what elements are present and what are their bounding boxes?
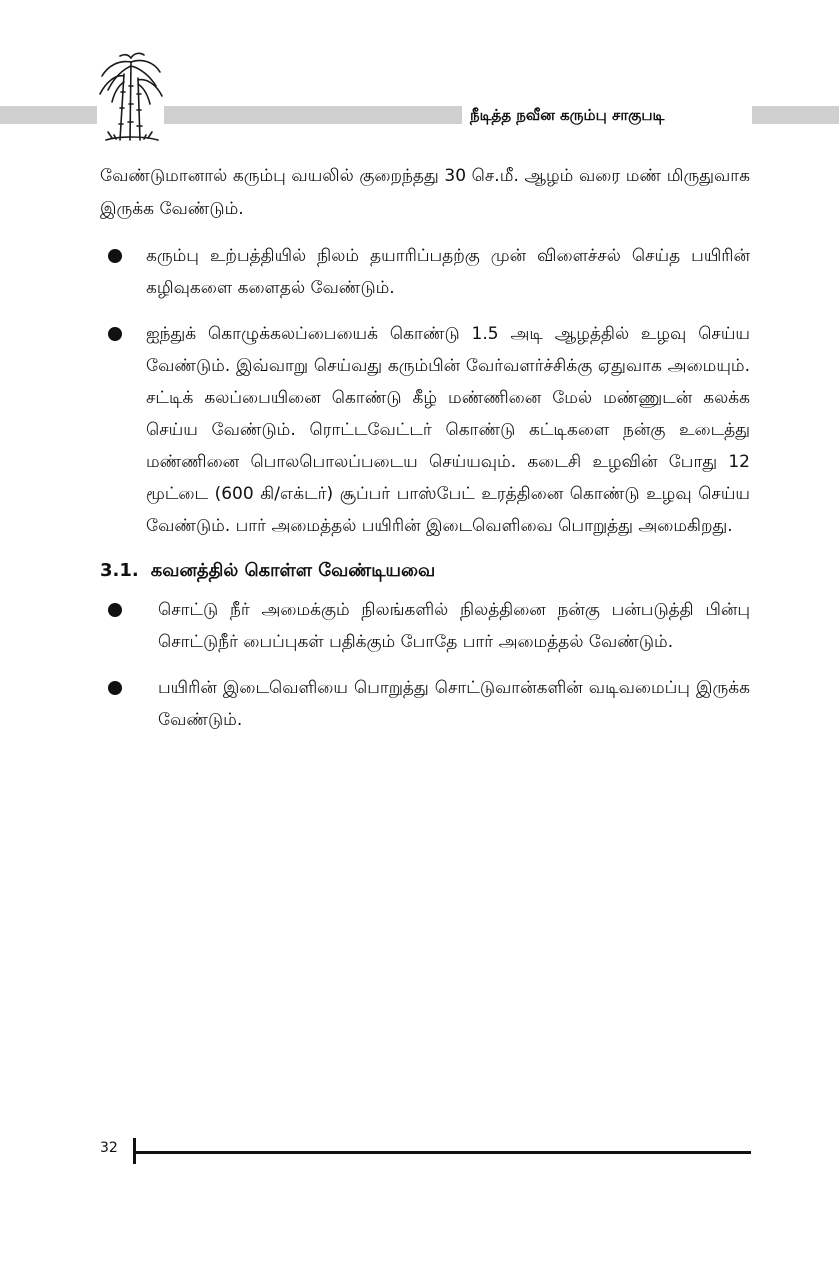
header-bar-left	[0, 106, 97, 124]
bullet-text: பயிரின் இடைவெளியை பொறுத்து சொட்டுவான்களின் வடிவமைப்பு இருக்க வேண்டும்.	[158, 678, 750, 730]
footer-rule	[133, 1151, 751, 1154]
page-content	[100, 160, 750, 750]
bullet-dot-icon	[108, 327, 122, 341]
bullet-list	[100, 240, 750, 542]
section-heading	[100, 556, 750, 586]
intro-paragraph: வேண்டுமானால் கரும்பு வயலில் குறைந்தது 30 செ.மீ. ஆழம் வரை மண் மிருதுவாக இருக்க வேண்டும்.	[100, 166, 750, 219]
header-bar-right	[752, 106, 839, 124]
running-header-title: நீடித்த நவீன கரும்பு சாகுபடி	[470, 106, 665, 124]
header-bar-middle	[162, 106, 462, 124]
page-number: 32	[100, 1140, 118, 1156]
bullet-dot-icon	[108, 249, 122, 263]
bullet-dot-icon	[108, 603, 122, 617]
section-title: கவனத்தில் கொள்ள வேண்டியவை	[150, 560, 436, 581]
section-number: 3.1.	[100, 560, 139, 581]
section-bullet-list	[100, 594, 750, 736]
bullet-item	[100, 318, 750, 542]
bullet-text: கரும்பு உற்பத்தியில் நிலம் தயாரிப்பதற்கு முன் விளைச்சல் செய்த பயிரின் கழிவுகளை களைதல் வேண்டும்.	[146, 246, 750, 298]
sugarcane-plant-icon	[98, 52, 164, 144]
bullet-item	[100, 672, 750, 736]
bullet-item	[100, 594, 750, 658]
bullet-dot-icon	[108, 681, 122, 695]
bullet-text: ஐந்துக் கொழுக்கலப்பையைக் கொண்டு 1.5 அடி ஆழத்தில் உழவு செய்ய வேண்டும். இவ்வாறு செய்வது கரும்பின் வேர்வளர்ச்சிக்கு ஏதுவாக அமையும். சட்டிக் கலப்பையினை கொண்டு கீழ் மண்ணினை மேல் மண்ணுடன் கலக்க செய்ய வேண்டும். ரொட்டவேட்டர் கொண்டு கட்டிகளை நன்கு உடைத்து மண்ணினை பொலபொலப்படைய செய்யவும். கடைசி உழவின் போது 12 மூட்டை (600 கி/எக்டர்) சூப்பர் பாஸ்பேட் உரத்தினை கொண்டு உழவு செய்ய வேண்டும். பார் அமைத்தல் பயிரின் இடைவெளிவை பொறுத்து அமைகிறது.	[146, 324, 750, 536]
bullet-text: சொட்டு நீர் அமைக்கும் நிலங்களில் நிலத்தினை நன்கு பன்படுத்தி பின்பு சொட்டுநீர் பைப்புகள் பதிக்கும் போதே பார் அமைத்தல் வேண்டும்.	[158, 600, 750, 652]
bullet-item	[100, 240, 750, 304]
